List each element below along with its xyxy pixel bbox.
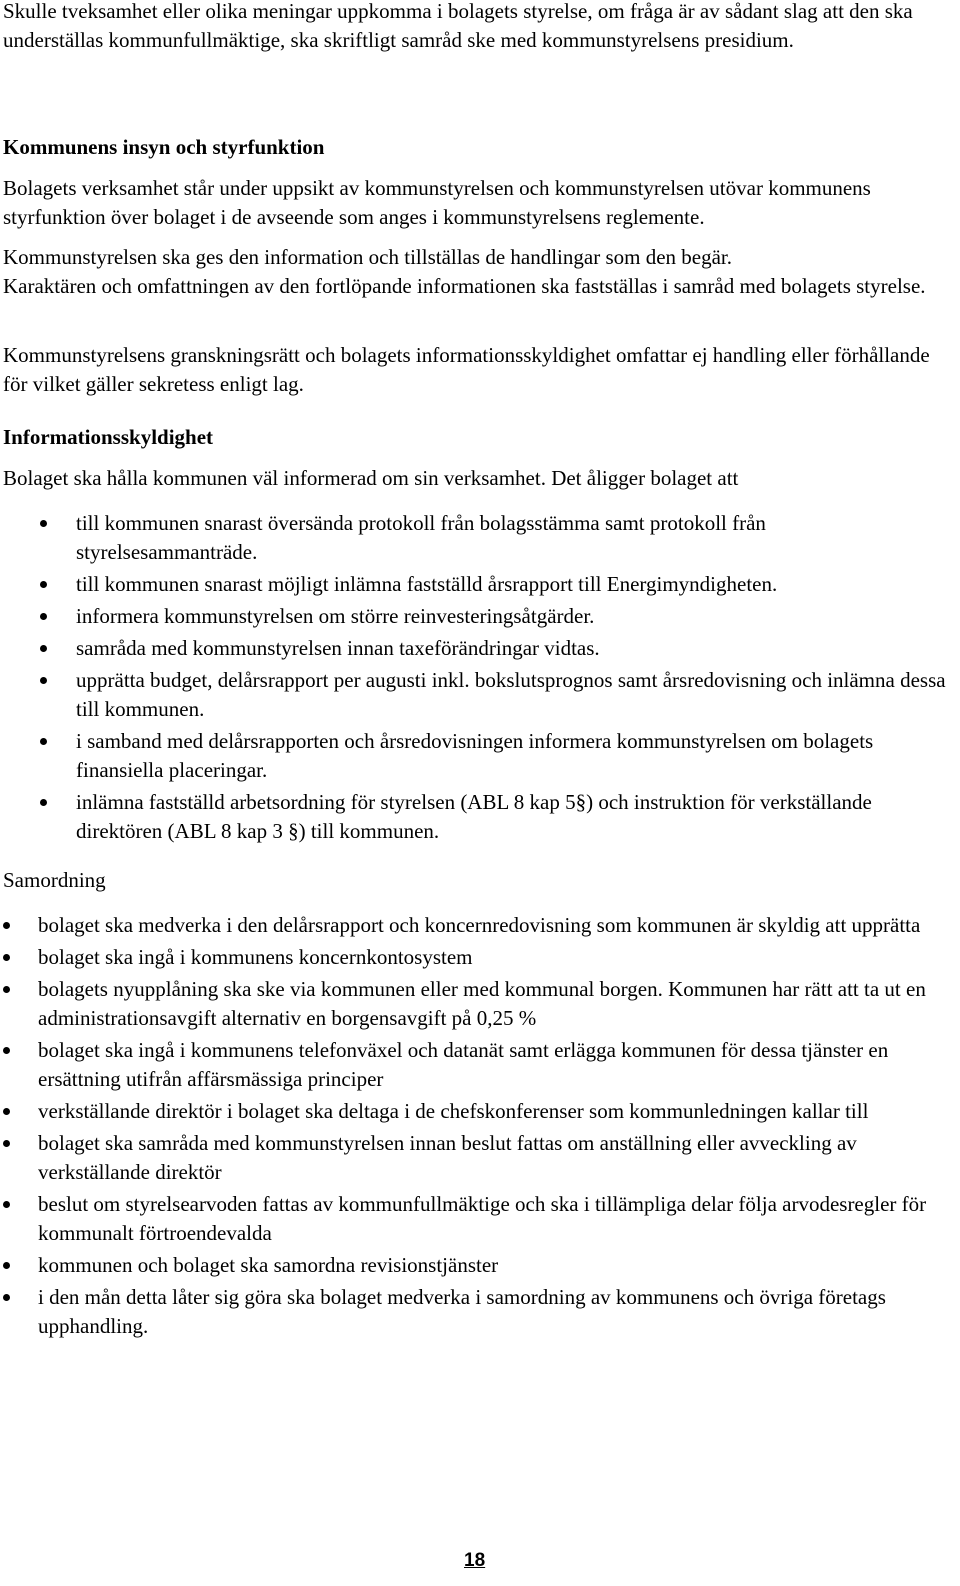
- list-item-text: kommunen och bolaget ska samordna revisionstjänster: [38, 1253, 499, 1277]
- insyn-paragraph-2b: Karaktären och omfattningen av den fortlöpande informationen ska fastställas i samråd med bolagets styrelse.: [3, 274, 926, 298]
- list-item-text: bolaget ska ingå i kommunens koncernkontosystem: [38, 945, 473, 969]
- bullet-icon: [3, 1047, 10, 1054]
- bullet-icon: [3, 922, 10, 929]
- info-paragraph: Bolaget ska hålla kommunen väl informerad om sin verksamhet. Det åligger bolaget att: [3, 466, 739, 490]
- bullet-icon: [3, 1108, 10, 1115]
- heading-samordning: Samordning: [3, 868, 106, 892]
- list-item-text: informera kommunstyrelsen om större reinvesteringsåtgärder.: [76, 604, 595, 628]
- bullet-icon: [3, 1262, 10, 1269]
- list-item-text: till kommunen snarast möjligt inlämna fastställd årsrapport till Energimyndigheten.: [76, 572, 778, 596]
- page-number: 18: [464, 1550, 486, 1571]
- bullet-icon: [40, 799, 47, 806]
- bullet-icon: [3, 954, 10, 961]
- list-item: [0, 1036, 958, 1094]
- list-item: [0, 943, 958, 972]
- bullet-icon: [40, 677, 47, 684]
- list-item: [0, 727, 948, 785]
- list-item-text: verkställande direktör i bolaget ska deltaga i de chefskonferenser som kommunledningen kallar till: [38, 1099, 869, 1123]
- insyn-paragraph-3: Kommunstyrelsens granskningsrätt och bolagets informationsskyldighet omfattar ej handling eller förhållande för vilket gäller sekretess enligt lag.: [3, 343, 930, 396]
- intro-paragraph: Skulle tveksamhet eller olika meningar uppkomma i bolagets styrelse, om fråga är av sådant slag att den ska underställas kommunfullmäktige, ska skriftligt samråd ske med kommunstyrelsens presidium.: [3, 0, 913, 52]
- heading-informationsskyldighet: Informationsskyldighet: [3, 425, 214, 449]
- bullet-icon: [40, 613, 47, 620]
- list-item-text: upprätta budget, delårsrapport per augusti inkl. bokslutsprognos samt årsredovisning och inlämna dessa till kommunen.: [76, 668, 946, 721]
- list-item: [0, 1251, 958, 1280]
- list-item: [0, 911, 958, 940]
- list-item: [0, 975, 958, 1033]
- list-item: [0, 634, 948, 663]
- list-item-text: beslut om styrelsearvoden fattas av kommunfullmäktige och ska i tillämpliga delar följa arvodesregler för kommunalt förtroendevalda: [38, 1192, 927, 1245]
- bullet-icon: [40, 520, 47, 527]
- list-item-text: samråda med kommunstyrelsen innan taxeförändringar vidtas.: [76, 636, 600, 660]
- bullet-icon: [3, 1201, 10, 1208]
- list-item-text: i den mån detta låter sig göra ska bolaget medverka i samordning av kommunens och övriga företags upphandling.: [38, 1285, 886, 1338]
- list-item: [0, 788, 948, 846]
- list-item-text: bolaget ska samråda med kommunstyrelsen innan beslut fattas om anställning eller avveckling av verkställande direktör: [38, 1131, 857, 1184]
- list-item: [0, 570, 948, 599]
- bullet-icon: [3, 1140, 10, 1147]
- list-item: [0, 1190, 958, 1248]
- samordning-list: [0, 911, 958, 1341]
- list-item: [0, 509, 948, 567]
- list-item-text: bolaget ska ingå i kommunens telefonväxel och datanät samt erlägga kommunen för dessa tjänster en ersättning utifrån affärsmässiga principer: [38, 1038, 889, 1091]
- list-item-text: bolaget ska medverka i den delårsrapport och koncernredovisning som kommunen är skyldig att upprätta: [38, 913, 921, 937]
- list-item-text: inlämna fastställd arbetsordning för styrelsen (ABL 8 kap 5§) och instruktion för verkställande direktören (ABL 8 kap 3 §) till kommunen.: [76, 790, 872, 843]
- list-item-text: bolagets nyupplåning ska ske via kommunen eller med kommunal borgen. Kommunen har rätt att ta ut en administrationsavgift alternativ en borgensavgift på 0,25 %: [38, 977, 926, 1030]
- bullet-icon: [3, 1294, 10, 1301]
- bullet-icon: [40, 738, 47, 745]
- info-list: [0, 509, 948, 846]
- list-item-text: till kommunen snarast översända protokoll från bolagsstämma samt protokoll från styrelsesammanträde.: [76, 511, 766, 564]
- list-item: [0, 602, 948, 631]
- bullet-icon: [3, 986, 10, 993]
- bullet-icon: [40, 581, 47, 588]
- list-item: [0, 1129, 958, 1187]
- list-item: [0, 666, 948, 724]
- insyn-paragraph-2a: Kommunstyrelsen ska ges den information och tillställas de handlingar som den begär.: [3, 245, 733, 269]
- bullet-icon: [40, 645, 47, 652]
- insyn-paragraph-1: Bolagets verksamhet står under uppsikt av kommunstyrelsen och kommunstyrelsen utövar kommunens styrfunktion över bolaget i de avseende som anges i kommunstyrelsens reglemente.: [3, 176, 871, 229]
- list-item: [0, 1283, 958, 1341]
- list-item-text: i samband med delårsrapporten och årsredovisningen informera kommunstyrelsen om bolagets finansiella placeringar.: [76, 729, 874, 782]
- heading-insyn: Kommunens insyn och styrfunktion: [3, 135, 325, 159]
- list-item: [0, 1097, 958, 1126]
